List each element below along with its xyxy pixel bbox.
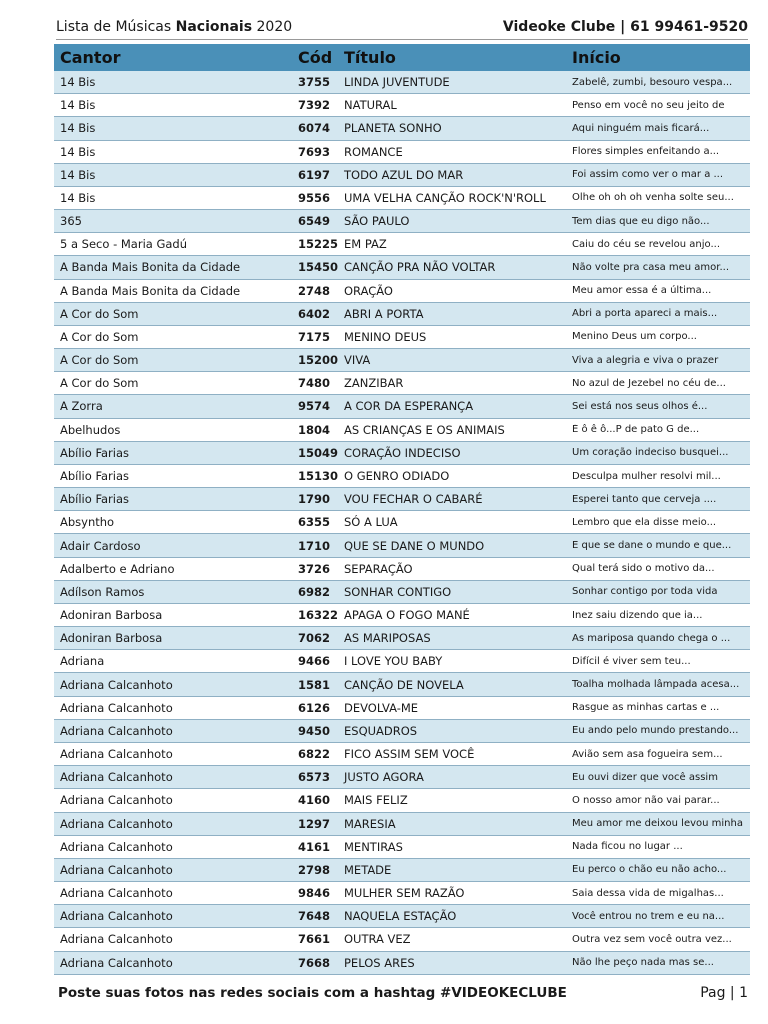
title-category: Nacionais	[175, 18, 253, 35]
cell-cod: 1710	[298, 538, 331, 553]
cell-inicio: Caiu do céu se revelou anjo...	[572, 238, 721, 250]
page-footer	[58, 985, 748, 1001]
cell-cod: 7668	[298, 955, 331, 970]
cell-titulo: METADE	[344, 862, 392, 877]
cell-cod: 15130	[298, 469, 339, 483]
cell-titulo: MENINO DEUS	[344, 329, 427, 344]
column-header-cantor: Cantor	[60, 48, 121, 67]
table-row	[54, 534, 750, 557]
table-row	[54, 673, 750, 696]
cell-inicio: Nada ficou no lugar ...	[572, 841, 683, 853]
cell-cantor: A Banda Mais Bonita da Cidade	[60, 260, 241, 275]
cell-inicio: Eu ando pelo mundo prestando...	[572, 725, 739, 737]
cell-cod: 16322	[298, 608, 339, 623]
cell-cantor: Adriana	[60, 654, 105, 669]
cell-titulo: LINDA JUVENTUDE	[344, 75, 450, 90]
table-row	[54, 743, 750, 766]
cell-inicio: Zabelê, zumbi, besouro vespa...	[572, 76, 733, 88]
cell-cod: 1790	[298, 492, 331, 507]
cell-inicio: Qual terá sido o motivo da...	[572, 563, 715, 575]
cell-cod: 6402	[298, 306, 331, 321]
cell-titulo: MAIS FELIZ	[344, 793, 408, 808]
table-row	[54, 558, 750, 581]
brand-contact: Videoke Clube | 61 99461-9520	[502, 18, 748, 35]
cell-titulo: SEPARAÇÃO	[344, 561, 413, 576]
table-row	[54, 882, 750, 905]
cell-cantor: Adriana Calcanhoto	[60, 747, 173, 762]
cell-inicio: Eu ouvi dizer que você assim	[572, 771, 718, 783]
cell-titulo: O GENRO ODIADO	[344, 469, 450, 483]
cell-cod: 1804	[298, 422, 331, 437]
cell-inicio: Sei está nos seus olhos é...	[572, 400, 708, 412]
table-header	[54, 44, 750, 71]
cell-cantor: Adílson Ramos	[60, 584, 145, 599]
cell-inicio: Meu amor essa é a última...	[572, 285, 712, 297]
cell-titulo: MARESIA	[344, 816, 396, 831]
cell-cod: 1297	[298, 816, 331, 831]
table-row	[54, 789, 750, 812]
cell-cantor: A Cor do Som	[60, 353, 139, 368]
cell-titulo: DEVOLVA-ME	[344, 700, 419, 715]
cell-inicio: Inez saiu dizendo que ia...	[572, 609, 703, 621]
cell-cantor: 14 Bis	[60, 121, 96, 136]
cell-titulo: I LOVE YOU BABY	[344, 654, 443, 669]
cell-cantor: Adriana Calcanhoto	[60, 909, 173, 924]
table-row	[54, 604, 750, 627]
cell-inicio: E que se dane o mundo e que...	[572, 540, 732, 552]
table-row	[54, 141, 750, 164]
cell-cantor: Adoniran Barbosa	[60, 608, 163, 623]
cell-titulo: APAGA O FOGO MANÉ	[344, 608, 470, 623]
cell-cantor: A Banda Mais Bonita da Cidade	[60, 283, 241, 298]
cell-cod: 4161	[298, 839, 331, 854]
cell-cod: 6126	[298, 700, 331, 715]
cell-cantor: 14 Bis	[60, 167, 96, 182]
cell-titulo: UMA VELHA CANÇÃO ROCK'N'ROLL	[344, 190, 546, 205]
table-row	[54, 94, 750, 117]
cell-inicio: Aqui ninguém mais ficará...	[572, 122, 710, 134]
cell-cod: 2748	[298, 283, 331, 298]
cell-titulo: CANÇÃO PRA NÃO VOLTAR	[344, 260, 496, 275]
table-row	[54, 303, 750, 326]
cell-cantor: 14 Bis	[60, 144, 96, 159]
cell-cod: 6982	[298, 584, 331, 599]
page-number: Pag | 1	[700, 985, 748, 1001]
cell-titulo: AS CRIANÇAS E OS ANIMAIS	[344, 422, 505, 437]
cell-cod: 15450	[298, 260, 339, 275]
cell-cantor: Abílio Farias	[60, 492, 130, 507]
cell-cantor: 365	[60, 214, 82, 229]
table-row	[54, 952, 750, 975]
cell-cantor: Adriana Calcanhoto	[60, 839, 173, 854]
cell-inicio: Não lhe peço nada mas se...	[572, 957, 714, 969]
cell-titulo: NAQUELA ESTAÇÃO	[344, 909, 457, 924]
table-row	[54, 372, 750, 395]
table-row	[54, 859, 750, 882]
table-row	[54, 488, 750, 511]
cell-inicio: Meu amor me deixou levou minha	[572, 818, 743, 830]
cell-inicio: As mariposa quando chega o ...	[572, 632, 731, 644]
cell-inicio: Menino Deus um corpo...	[572, 331, 697, 343]
cell-inicio: O nosso amor não vai parar...	[572, 794, 720, 806]
document-title	[56, 19, 292, 35]
table-row	[54, 187, 750, 210]
table-row	[54, 71, 750, 94]
table-row	[54, 928, 750, 951]
cell-cod: 1581	[298, 677, 331, 692]
title-year: 2020	[256, 18, 293, 35]
cell-titulo: TODO AZUL DO MAR	[344, 167, 464, 182]
cell-cantor: Adriana Calcanhoto	[60, 700, 173, 715]
cell-inicio: Você entrou no trem e eu na...	[572, 910, 725, 922]
cell-cantor: 14 Bis	[60, 98, 96, 113]
column-header-cod: Cód	[298, 48, 333, 67]
cell-inicio: Viva a alegria e viva o prazer	[572, 354, 719, 366]
title-prefix: Lista de Músicas	[56, 18, 172, 35]
table-row	[54, 813, 750, 836]
cell-cantor: Adriana Calcanhoto	[60, 723, 173, 738]
cell-inicio: Difícil é viver sem teu...	[572, 655, 691, 667]
cell-cod: 7392	[298, 98, 331, 113]
table-row	[54, 650, 750, 673]
cell-inicio: Olhe oh oh oh venha solte seu...	[572, 192, 734, 204]
cell-titulo: A COR DA ESPERANÇA	[344, 399, 474, 414]
cell-titulo: MENTIRAS	[344, 839, 403, 854]
table-row	[54, 442, 750, 465]
cell-cantor: Adriana Calcanhoto	[60, 770, 173, 785]
cell-inicio: Lembro que ela disse meio...	[572, 516, 717, 528]
table-row	[54, 210, 750, 233]
cell-inicio: Não volte pra casa meu amor...	[572, 261, 730, 273]
cell-cod: 15200	[298, 353, 339, 368]
cell-cod: 7661	[298, 932, 331, 947]
cell-titulo: ROMANCE	[344, 144, 403, 159]
cell-titulo: ABRI A PORTA	[344, 306, 424, 321]
cell-cantor: Adalberto e Adriano	[60, 561, 175, 576]
cell-cantor: Adriana Calcanhoto	[60, 816, 173, 831]
page-header	[56, 16, 748, 40]
cell-cantor: 5 a Seco - Maria Gadú	[60, 237, 188, 252]
cell-cod: 9846	[298, 886, 331, 901]
songs-table	[54, 44, 750, 975]
cell-cantor: 14 Bis	[60, 75, 96, 90]
cell-titulo: CANÇÃO DE NOVELA	[344, 677, 464, 692]
table-row	[54, 720, 750, 743]
table-body	[54, 71, 750, 975]
cell-cantor: A Cor do Som	[60, 329, 139, 344]
cell-titulo: PELOS ARES	[344, 955, 415, 970]
cell-titulo: VOU FECHAR O CABARÉ	[344, 492, 483, 507]
cell-titulo: SÃO PAULO	[344, 214, 410, 229]
cell-titulo: NATURAL	[344, 98, 397, 113]
column-header-inicio: Início	[572, 48, 621, 67]
cell-inicio: Desculpa mulher resolvi mil...	[572, 470, 721, 482]
cell-cod: 6822	[298, 747, 331, 762]
cell-titulo: AS MARIPOSAS	[344, 631, 431, 646]
cell-cantor: Abelhudos	[60, 422, 121, 437]
cell-titulo: OUTRA VEZ	[344, 932, 411, 947]
table-row	[54, 395, 750, 418]
cell-titulo: FICO ASSIM SEM VOCÊ	[344, 747, 475, 762]
cell-cantor: A Cor do Som	[60, 306, 139, 321]
cell-cantor: A Cor do Som	[60, 376, 139, 391]
cell-inicio: É ô ê ô...P de pato G de...	[572, 424, 700, 436]
cell-cantor: Adair Cardoso	[60, 538, 141, 553]
table-row	[54, 419, 750, 442]
table-row	[54, 905, 750, 928]
cell-inicio: Saia dessa vida de migalhas...	[572, 887, 724, 899]
table-row	[54, 326, 750, 349]
cell-titulo: MULHER SEM RAZÃO	[344, 886, 465, 901]
cell-titulo: JUSTO AGORA	[344, 770, 424, 785]
cell-cantor: Absyntho	[60, 515, 115, 530]
cell-cod: 3726	[298, 561, 331, 576]
cell-titulo: QUE SE DANE O MUNDO	[344, 538, 485, 553]
cell-titulo: SONHAR CONTIGO	[344, 584, 452, 599]
table-row	[54, 465, 750, 488]
cell-inicio: Um coração indeciso busquei...	[572, 447, 729, 459]
cell-cantor: Adriana Calcanhoto	[60, 793, 173, 808]
cell-cod: 7693	[298, 144, 331, 159]
cell-cod: 7648	[298, 909, 331, 924]
table-row	[54, 766, 750, 789]
cell-cod: 6549	[298, 214, 331, 229]
cell-inicio: Tem dias que eu digo não...	[572, 215, 710, 227]
cell-cantor: Abílio Farias	[60, 469, 130, 483]
cell-cantor: Adoniran Barbosa	[60, 631, 163, 646]
cell-cod: 9450	[298, 723, 331, 738]
cell-inicio: Outra vez sem você outra vez...	[572, 933, 732, 945]
table-row	[54, 349, 750, 372]
column-header-titulo: Título	[344, 48, 396, 67]
table-row	[54, 280, 750, 303]
table-row	[54, 117, 750, 140]
cell-inicio: Esperei tanto que cerveja ....	[572, 493, 717, 505]
cell-cod: 15225	[298, 237, 339, 252]
table-row	[54, 836, 750, 859]
cell-cantor: Abílio Farias	[60, 445, 130, 460]
cell-cod: 15049	[298, 445, 339, 460]
cell-inicio: Toalha molhada lâmpada acesa...	[572, 679, 740, 691]
cell-inicio: Abri a porta apareci a mais...	[572, 308, 718, 320]
footer-message: Poste suas fotos nas redes sociais com a hashtag #VIDEOKECLUBE	[58, 985, 567, 1001]
table-row	[54, 164, 750, 187]
cell-cantor: 14 Bis	[60, 190, 96, 205]
cell-cod: 6355	[298, 515, 331, 530]
cell-titulo: ZANZIBAR	[344, 376, 404, 391]
cell-cod: 4160	[298, 793, 331, 808]
cell-titulo: ORAÇÃO	[344, 283, 393, 298]
cell-inicio: Sonhar contigo por toda vida	[572, 586, 718, 598]
cell-inicio: No azul de Jezebel no céu de...	[572, 377, 726, 389]
cell-titulo: ESQUADROS	[344, 723, 418, 738]
table-row	[54, 256, 750, 279]
cell-titulo: VIVA	[344, 353, 371, 368]
table-row	[54, 581, 750, 604]
cell-cantor: Adriana Calcanhoto	[60, 677, 173, 692]
cell-cod: 6197	[298, 167, 331, 182]
cell-cod: 9574	[298, 399, 331, 414]
table-row	[54, 511, 750, 534]
cell-cod: 7062	[298, 631, 331, 646]
cell-cod: 9466	[298, 654, 331, 669]
cell-cantor: A Zorra	[60, 399, 103, 414]
cell-titulo: CORAÇÃO INDECISO	[344, 445, 461, 460]
cell-cod: 9556	[298, 190, 331, 205]
table-row	[54, 627, 750, 650]
cell-cod: 7480	[298, 376, 331, 391]
table-row	[54, 233, 750, 256]
cell-cod: 2798	[298, 862, 331, 877]
cell-inicio: Penso em você no seu jeito de	[572, 99, 725, 111]
cell-cod: 7175	[298, 329, 331, 344]
cell-cantor: Adriana Calcanhoto	[60, 862, 173, 877]
cell-cantor: Adriana Calcanhoto	[60, 955, 173, 970]
cell-inicio: Eu perco o chão eu não acho...	[572, 864, 727, 876]
cell-inicio: Avião sem asa fogueira sem...	[572, 748, 723, 760]
cell-cod: 6573	[298, 770, 331, 785]
cell-titulo: PLANETA SONHO	[344, 121, 442, 136]
cell-cod: 3755	[298, 75, 331, 90]
cell-inicio: Flores simples enfeitando a...	[572, 146, 720, 158]
cell-titulo: SÓ A LUA	[344, 515, 398, 530]
cell-cantor: Adriana Calcanhoto	[60, 886, 173, 901]
table-row	[54, 697, 750, 720]
cell-inicio: Rasgue as minhas cartas e ...	[572, 702, 720, 714]
cell-cod: 6074	[298, 121, 331, 136]
cell-inicio: Foi assim como ver o mar a ...	[572, 169, 724, 181]
cell-cantor: Adriana Calcanhoto	[60, 932, 173, 947]
cell-titulo: EM PAZ	[344, 237, 387, 252]
